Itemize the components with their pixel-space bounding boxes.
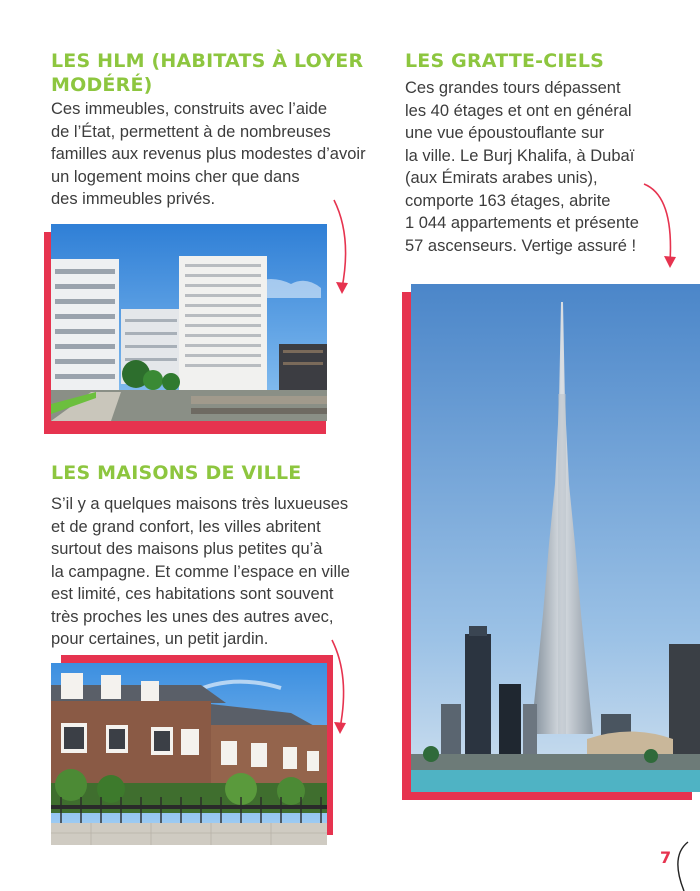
maisons-line-7: pour certaines, un petit jardin. (51, 630, 269, 648)
gratte-ciels-line-5: (aux Émirats arabes unis), (405, 169, 598, 187)
townhouses-photo (51, 663, 327, 845)
maisons-heading: LES MAISONS DE VILLE (51, 462, 302, 484)
gratte-ciels-arrow-icon (640, 178, 680, 270)
hlm-heading-line-2: MODÉRÉ) (51, 74, 153, 96)
gratte-ciels-line-6: comporte 163 étages, abrite (405, 191, 611, 210)
hlm-paragraph (51, 98, 366, 211)
hlm-heading (51, 49, 363, 97)
gratte-ciels-line-4: la ville. Le Burj Khalifa, à Dubaï (405, 146, 635, 165)
maisons-line-3: surtout des maisons plus petites qu’à (51, 540, 323, 558)
page-number: 7 (660, 848, 672, 867)
gratte-ciels-line-8: 57 ascenseurs. Vertige assuré ! (405, 236, 637, 255)
hlm-line-3: familles aux revenus plus modestes d’avoir (51, 145, 366, 163)
burj-khalifa-photo-block (402, 284, 700, 800)
page-number-badge (640, 838, 700, 891)
gratte-ciels-line-1: Ces grandes tours dépassent (405, 79, 621, 97)
hlm-heading-line-1: LES HLM (HABITATS À LOYER (51, 50, 364, 72)
maisons-line-2: et de grand confort, les villes abritent (51, 517, 321, 536)
maisons-line-5: est limité, ces habitations sont souvent (51, 585, 334, 603)
townhouses-photo-block (51, 655, 333, 845)
burj-khalifa-photo (411, 284, 700, 792)
gratte-ciels-line-3: une vue époustouflante sur (405, 124, 605, 142)
gratte-ciels-heading: LES GRATTE-CIELS (405, 50, 605, 72)
hlm-line-5: des immeubles privés. (51, 190, 216, 208)
maisons-line-6: très proches les unes des autres avec, (51, 607, 334, 626)
gratte-ciels-line-7: 1 044 appartements et présente (405, 214, 639, 232)
maisons-line-1: S’il y a quelques maisons très luxueuses (51, 495, 349, 513)
maisons-line-4: la campagne. Et comme l’espace en ville (51, 562, 350, 581)
hlm-photo-block (44, 224, 334, 434)
hlm-line-2: de l’État, permettent à de nombreuses (51, 122, 331, 141)
gratte-ciels-line-2: les 40 étages et ont en général (405, 101, 632, 120)
gratte-ciels-paragraph (405, 77, 639, 257)
maisons-paragraph (51, 493, 350, 651)
hlm-line-4: un logement moins cher que dans (51, 167, 300, 186)
hlm-line-1: Ces immeubles, construits avec l’aide (51, 100, 328, 118)
hlm-apartment-blocks-photo (51, 224, 327, 421)
hlm-arrow-icon (328, 196, 356, 296)
